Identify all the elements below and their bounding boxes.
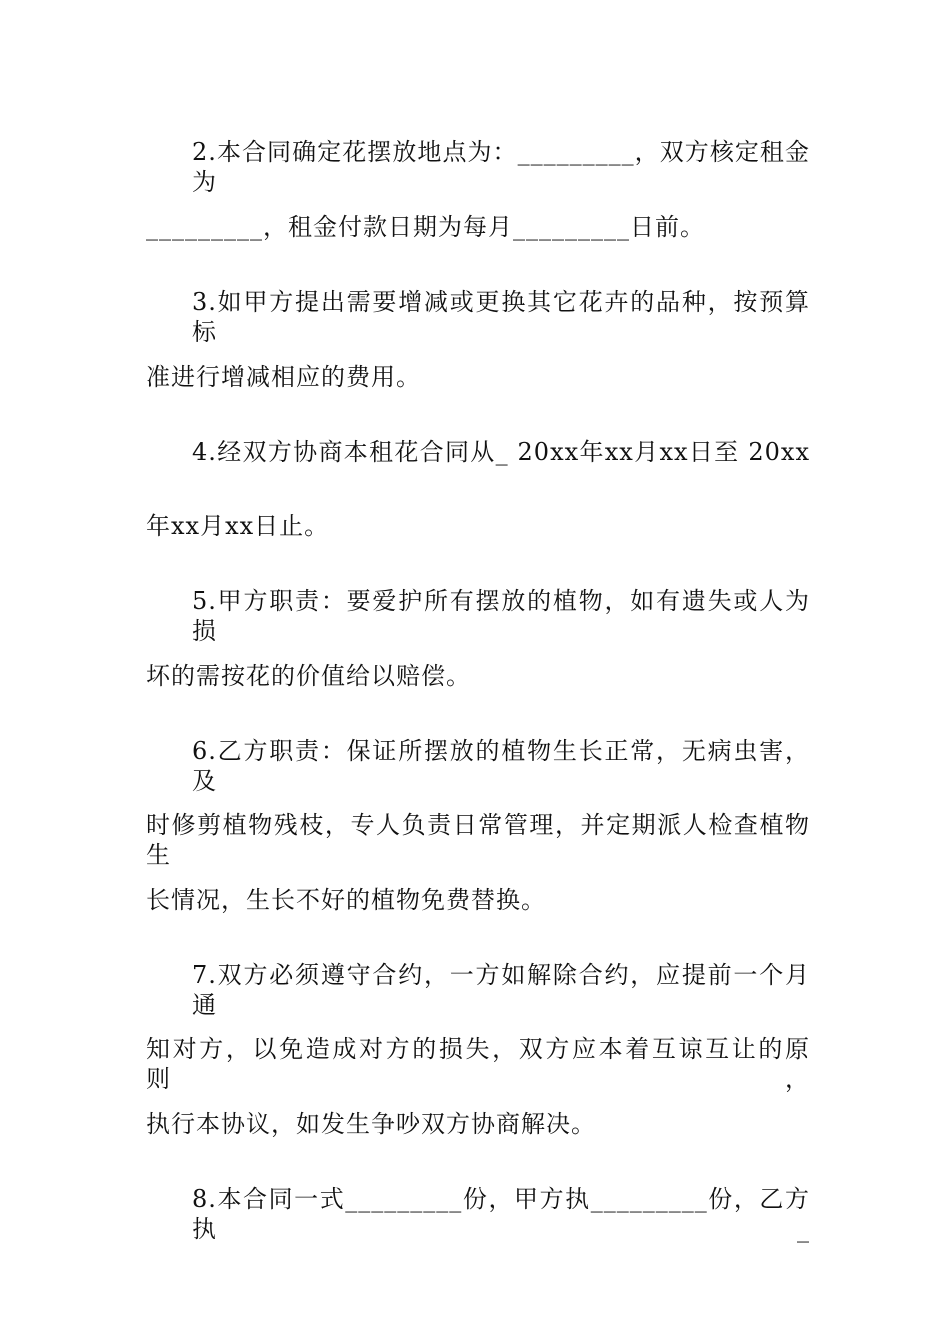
clause-4-line-1: 4.经双方协商本租花合同从_ 20xx年xx月xx日至 20xx [192, 438, 810, 466]
clause-4-line-2: 年xx月xx日止。 [146, 512, 330, 540]
clause-2-line-2: _________，租金付款日期为每月_________日前。 [146, 213, 705, 241]
clause-3-line-1: 3.如甲方提出需要增减或更换其它花卉的品种，按预算标 [192, 288, 810, 346]
clause-3-line-2: 准进行增减相应的费用。 [146, 363, 421, 391]
clause-6-line-2: 时修剪植物残枝，专人负责日常管理，并定期派人检查植物生 [146, 811, 810, 869]
clause-7-line-1: 7.双方必须遵守合约，一方如解除合约，应提前一个月通 [192, 961, 810, 1019]
clause-8-line-1: 8.本合同一式_________份，甲方执_________份，乙方执_ [192, 1185, 810, 1243]
clause-5-line-1: 5.甲方职责：要爱护所有摆放的植物，如有遗失或人为损 [192, 587, 810, 645]
clause-6-line-1: 6.乙方职责：保证所摆放的植物生长正常，无病虫害，及 [192, 737, 810, 795]
clause-7-line-2: 知对方，以免造成对方的损失，双方应本着互谅互让的原则， [146, 1035, 810, 1093]
clause-6-line-3: 长情况，生长不好的植物免费替换。 [146, 886, 546, 914]
clause-2-line-1: 2.本合同确定花摆放地点为：_________，双方核定租金为 [192, 138, 810, 196]
clause-5-line-2: 坏的需按花的价值给以赔偿。 [146, 662, 471, 690]
clause-7-line-3: 执行本协议，如发生争吵双方协商解决。 [146, 1110, 596, 1138]
